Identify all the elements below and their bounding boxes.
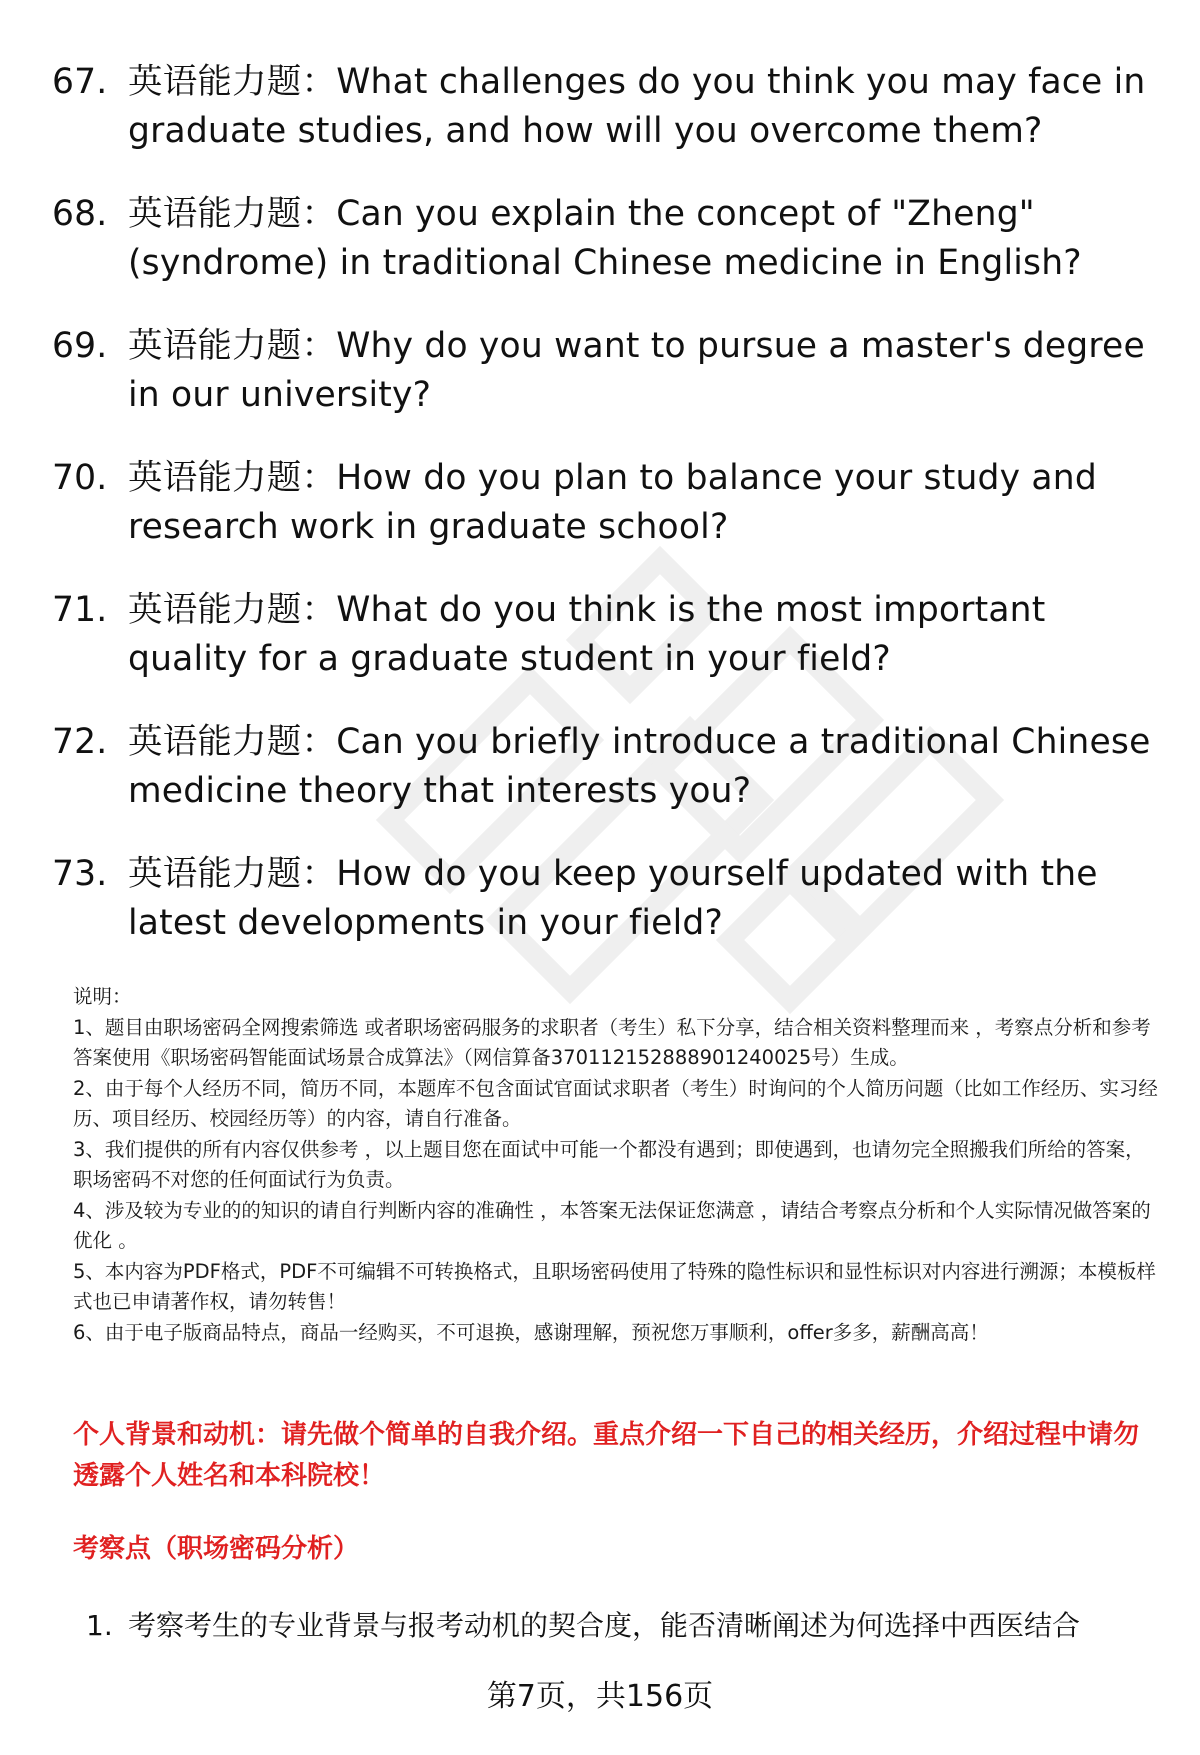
point-text: 考察考生的专业背景与报考动机的契合度，能否清晰阐述为何选择中西医结合 [128,1609,1081,1642]
note-item: 2、由于每个人经历不同，简历不同，本题库不包含面试官面试求职者（考生）时询问的个人简历问题（比如工作经历、实习经历、项目经历、校园经历等）的内容，请自行准备。 [73,1076,1158,1130]
note-item: 5、本内容为PDF格式，PDF不可编辑不可转换格式，且职场密码使用了特殊的隐性标识和显性标识对内容进行溯源；本模板样式也已申请著作权，请勿转售！ [73,1259,1156,1313]
question-item [52,58,1162,156]
question-text: 英语能力题：What do you think is the most important quality for a graduate student in your field? [128,590,1046,679]
section-question-heading: 个人背景和动机：请先做个简单的自我介绍。重点介绍一下自己的相关经历，介绍过程中请勿透露个人姓名和本科院校！ [73,1420,1140,1491]
question-text: 英语能力题：How do you plan to balance your study and research work in graduate school? [128,458,1097,547]
question-text: 英语能力题：Why do you want to pursue a master's degree in our university? [128,326,1145,415]
question-number: 71. [52,590,108,630]
question-text: 英语能力题：What challenges do you think you may face in graduate studies, and how will you overcome them? [128,62,1146,151]
question-item [52,322,1162,420]
notes-title: 说明： [73,985,132,1008]
notes-section [73,982,1163,1348]
point-number: 1. [86,1609,113,1642]
question-number: 67. [52,62,108,102]
note-item: 6、由于电子版商品特点，商品一经购买，不可退换，感谢理解，预祝您万事顺利，offer多多，薪酬高高！ [73,1320,989,1344]
question-item [52,190,1162,288]
question-item [52,718,1162,816]
question-text: 英语能力题：How do you keep yourself updated with the latest developments in your field? [128,854,1098,943]
question-text: 英语能力题：Can you briefly introduce a traditional Chinese medicine theory that interests you? [128,722,1151,811]
note-item: 3、我们提供的所有内容仅供参考 ，以上题目您在面试中可能一个都没有遇到；即使遇到，也请勿完全照搬我们所给的答案，职场密码不对您的任何面试行为负责。 [73,1137,1145,1191]
question-number: 72. [52,722,108,762]
question-number: 70. [52,458,108,498]
points-heading: 考察点（职场密码分析） [73,1534,360,1564]
question-list [52,58,1162,982]
question-number: 68. [52,194,108,234]
question-item [52,850,1162,948]
question-item [52,454,1162,552]
page-footer: 第7页，共156页 [486,1679,714,1714]
question-number: 69. [52,326,108,366]
question-number: 73. [52,854,108,894]
question-item [52,586,1162,684]
note-item: 4、涉及较为专业的的知识的请自行判断内容的准确性 ，本答案无法保证您满意 ，请结合考察点分析和个人实际情况做答案的优化 。 [73,1198,1151,1252]
point-item [86,1606,1176,1646]
note-item: 1、题目由职场密码全网搜索筛选 或者职场密码服务的求职者（考生）私下分享，结合相关资料整理而来 ，考察点分析和参考答案使用《职场密码智能面试场景合成算法》（网信算备370112152888901240025号）生成。 [73,1015,1151,1069]
question-text: 英语能力题：Can you explain the concept of "Zheng" (syndrome) in traditional Chinese medicine in English? [128,194,1082,283]
